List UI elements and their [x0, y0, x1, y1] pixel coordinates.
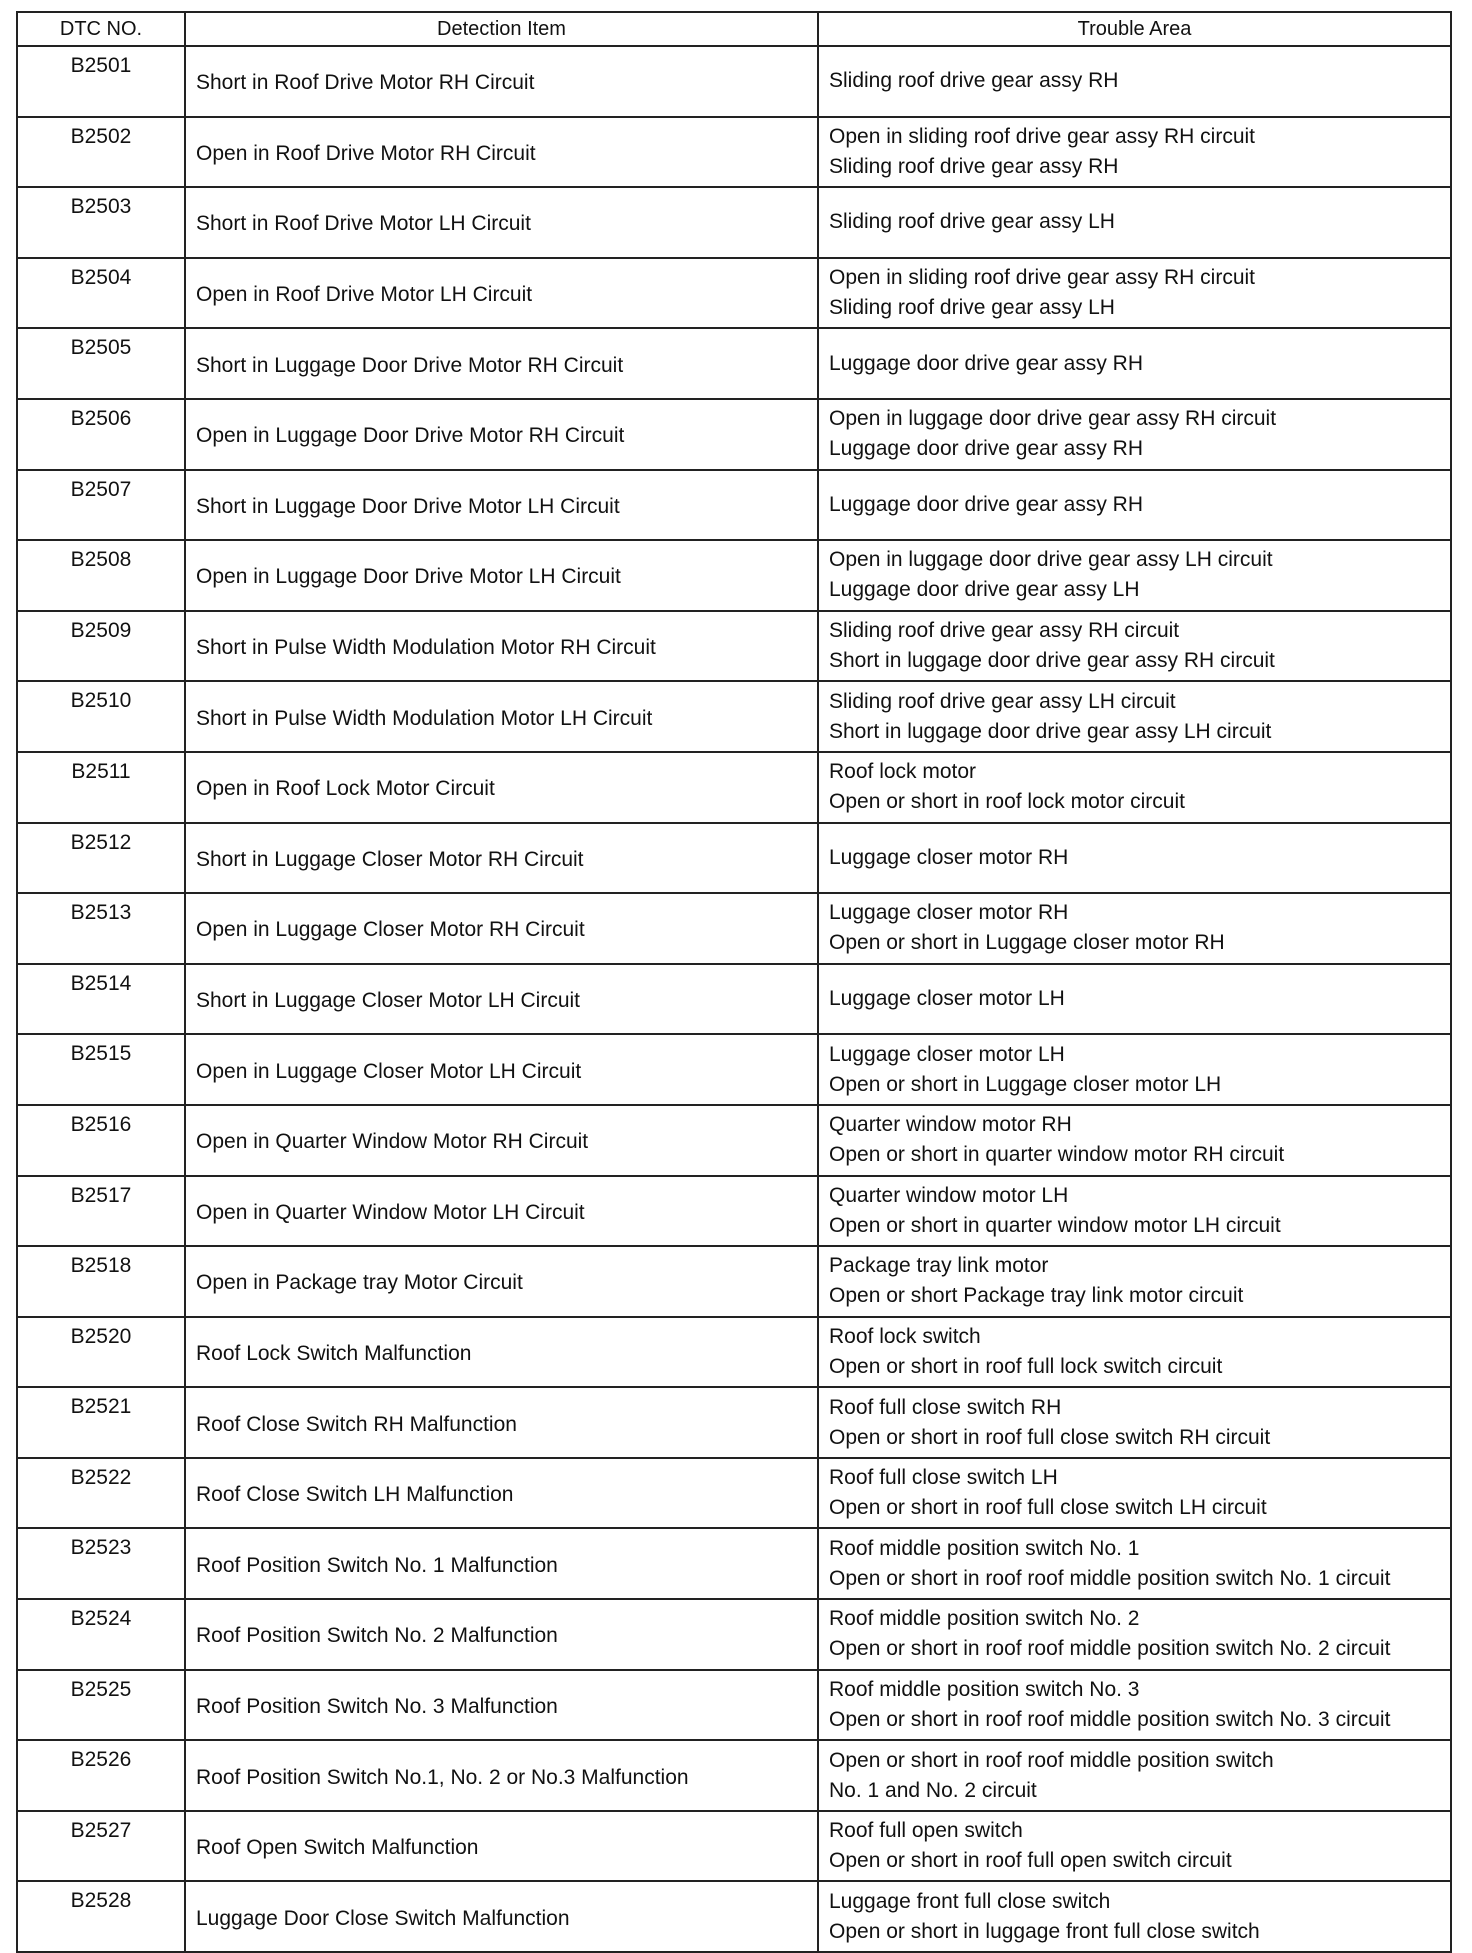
- table-row: [17, 1528, 1451, 1599]
- trouble-area-cell: [818, 187, 1451, 258]
- dtc-code-cell: B2525: [17, 1670, 185, 1741]
- detection-item-cell: Open in Luggage Closer Motor LH Circuit: [185, 1034, 818, 1105]
- dtc-code-cell: B2528: [17, 1881, 185, 1952]
- trouble-area-line: Roof middle position switch No. 2: [829, 1607, 1140, 1631]
- detection-item-cell: Short in Pulse Width Modulation Motor LH Circuit: [185, 681, 818, 752]
- detection-item-cell: Short in Roof Drive Motor LH Circuit: [185, 187, 818, 258]
- dtc-code-cell: B2510: [17, 681, 185, 752]
- trouble-area-line: Luggage door drive gear assy RH: [829, 492, 1144, 516]
- detection-item-cell: Open in Roof Drive Motor RH Circuit: [185, 117, 818, 188]
- table-row: [17, 46, 1451, 117]
- detection-item-cell: Roof Position Switch No.1, No. 2 or No.3 Malfunction: [185, 1740, 818, 1811]
- trouble-area-line: Sliding roof drive gear assy RH circuit: [829, 619, 1180, 643]
- trouble-area-cell: [818, 1105, 1451, 1176]
- trouble-area-line: Open or short in quarter window motor LH circuit: [829, 1213, 1281, 1237]
- trouble-area-cell: [818, 399, 1451, 470]
- trouble-area-cell: [818, 1599, 1451, 1670]
- trouble-area-cell: [818, 1387, 1451, 1458]
- trouble-area-cell: [818, 1881, 1451, 1952]
- trouble-area-line: Open or short in roof full close switch LH circuit: [829, 1496, 1267, 1520]
- trouble-area-line: Luggage closer motor RH: [829, 845, 1069, 869]
- trouble-area-line: Sliding roof drive gear assy LH circuit: [829, 689, 1176, 713]
- dtc-code-cell: B2501: [17, 46, 185, 117]
- trouble-area-line: Open or short in roof full open switch circuit: [829, 1849, 1232, 1873]
- table-row: [17, 1740, 1451, 1811]
- trouble-area-cell: [818, 1528, 1451, 1599]
- trouble-area-line: Open or short in roof roof middle position switch No. 1 circuit: [829, 1566, 1391, 1590]
- table-row: [17, 1176, 1451, 1247]
- dtc-code-cell: B2515: [17, 1034, 185, 1105]
- trouble-area-cell: [818, 46, 1451, 117]
- trouble-area-line: Open in sliding roof drive gear assy RH circuit: [829, 266, 1256, 290]
- trouble-area-cell: [818, 964, 1451, 1035]
- dtc-code-cell: B2513: [17, 893, 185, 964]
- trouble-area-line: Roof full close switch RH: [829, 1395, 1062, 1419]
- trouble-area-cell: [818, 611, 1451, 682]
- trouble-area-line: Sliding roof drive gear assy LH: [829, 210, 1115, 234]
- trouble-area-line: Open or short in luggage front full close switch: [829, 1919, 1260, 1943]
- trouble-area-line: Short in luggage door drive gear assy RH circuit: [829, 649, 1275, 673]
- detection-item-cell: Open in Roof Lock Motor Circuit: [185, 752, 818, 823]
- table-row: [17, 1811, 1451, 1882]
- table-row: [17, 117, 1451, 188]
- table-body: [17, 46, 1451, 1952]
- dtc-code-cell: B2504: [17, 258, 185, 329]
- trouble-area-line: Roof full close switch LH: [829, 1466, 1058, 1490]
- trouble-area-line: Open or short in quarter window motor RH circuit: [829, 1143, 1285, 1167]
- trouble-area-cell: [818, 1458, 1451, 1529]
- trouble-area-line: Open or short in Luggage closer motor LH: [829, 1072, 1222, 1096]
- dtc-code-cell: B2517: [17, 1176, 185, 1247]
- dtc-code-cell: B2524: [17, 1599, 185, 1670]
- table-header: [17, 12, 1451, 46]
- dtc-code-cell: B2506: [17, 399, 185, 470]
- dtc-code-cell: B2503: [17, 187, 185, 258]
- table-row: [17, 1246, 1451, 1317]
- trouble-area-cell: [818, 1317, 1451, 1388]
- detection-item-cell: Short in Luggage Closer Motor RH Circuit: [185, 823, 818, 894]
- table-row: [17, 328, 1451, 399]
- dtc-code-cell: B2521: [17, 1387, 185, 1458]
- dtc-code-cell: B2520: [17, 1317, 185, 1388]
- detection-item-cell: Open in Luggage Door Drive Motor RH Circuit: [185, 399, 818, 470]
- table-row: [17, 1387, 1451, 1458]
- trouble-area-line: Package tray link motor: [829, 1254, 1049, 1278]
- trouble-area-line: Luggage closer motor LH: [829, 987, 1065, 1011]
- trouble-area-line: Luggage closer motor RH: [829, 901, 1069, 925]
- detection-item-cell: Short in Luggage Closer Motor LH Circuit: [185, 964, 818, 1035]
- trouble-area-line: Sliding roof drive gear assy LH: [829, 296, 1115, 320]
- dtc-code-cell: B2512: [17, 823, 185, 894]
- trouble-area-line: Roof full open switch: [829, 1819, 1023, 1843]
- dtc-code-cell: B2518: [17, 1246, 185, 1317]
- trouble-area-line: Open or short in roof roof middle position switch No. 3 circuit: [829, 1707, 1391, 1731]
- trouble-area-line: Open in luggage door drive gear assy RH circuit: [829, 407, 1277, 431]
- detection-item-cell: Open in Luggage Closer Motor RH Circuit: [185, 893, 818, 964]
- dtc-code-cell: B2523: [17, 1528, 185, 1599]
- dtc-code-cell: B2508: [17, 540, 185, 611]
- trouble-area-line: Luggage door drive gear assy LH: [829, 578, 1140, 602]
- detection-item-cell: Roof Position Switch No. 1 Malfunction: [185, 1528, 818, 1599]
- detection-item-cell: Roof Position Switch No. 3 Malfunction: [185, 1670, 818, 1741]
- trouble-area-line: Roof lock switch: [829, 1324, 981, 1348]
- detection-item-cell: Luggage Door Close Switch Malfunction: [185, 1881, 818, 1952]
- dtc-code-cell: B2505: [17, 328, 185, 399]
- dtc-code-cell: B2502: [17, 117, 185, 188]
- detection-item-cell: Roof Lock Switch Malfunction: [185, 1317, 818, 1388]
- trouble-area-line: Quarter window motor LH: [829, 1183, 1069, 1207]
- trouble-area-cell: [818, 1811, 1451, 1882]
- header-trouble-area: Trouble Area: [818, 12, 1451, 46]
- dtc-code-cell: B2509: [17, 611, 185, 682]
- trouble-area-cell: [818, 681, 1451, 752]
- trouble-area-line: Sliding roof drive gear assy RH: [829, 154, 1119, 178]
- table-row: [17, 681, 1451, 752]
- trouble-area-line: Open or short in roof full lock switch circuit: [829, 1354, 1223, 1378]
- trouble-area-cell: [818, 1740, 1451, 1811]
- dtc-code-cell: B2527: [17, 1811, 185, 1882]
- trouble-area-line: Roof lock motor: [829, 760, 977, 784]
- dtc-table: [16, 11, 1452, 1953]
- table-row: [17, 1458, 1451, 1529]
- trouble-area-cell: [818, 823, 1451, 894]
- trouble-area-cell: [818, 117, 1451, 188]
- table-row: [17, 1105, 1451, 1176]
- detection-item-cell: Open in Package tray Motor Circuit: [185, 1246, 818, 1317]
- trouble-area-cell: [818, 752, 1451, 823]
- trouble-area-cell: [818, 470, 1451, 541]
- dtc-code-cell: B2514: [17, 964, 185, 1035]
- trouble-area-cell: [818, 1246, 1451, 1317]
- table-row: [17, 1034, 1451, 1105]
- table-row: [17, 1670, 1451, 1741]
- trouble-area-line: Roof middle position switch No. 3: [829, 1677, 1140, 1701]
- trouble-area-cell: [818, 893, 1451, 964]
- detection-item-cell: Open in Quarter Window Motor LH Circuit: [185, 1176, 818, 1247]
- trouble-area-line: Luggage closer motor LH: [829, 1042, 1065, 1066]
- trouble-area-line: Roof middle position switch No. 1: [829, 1536, 1140, 1560]
- detection-item-cell: Short in Pulse Width Modulation Motor RH Circuit: [185, 611, 818, 682]
- trouble-area-cell: [818, 1670, 1451, 1741]
- table-row: [17, 1317, 1451, 1388]
- header-dtc-no: DTC NO.: [17, 12, 185, 46]
- trouble-area-line: Luggage front full close switch: [829, 1889, 1111, 1913]
- trouble-area-cell: [818, 1176, 1451, 1247]
- detection-item-cell: Short in Luggage Door Drive Motor RH Circuit: [185, 328, 818, 399]
- trouble-area-cell: [818, 540, 1451, 611]
- table-row: [17, 470, 1451, 541]
- trouble-area-cell: [818, 258, 1451, 329]
- dtc-code-cell: B2526: [17, 1740, 185, 1811]
- trouble-area-line: Open or short Package tray link motor circuit: [829, 1284, 1244, 1308]
- dtc-code-cell: B2516: [17, 1105, 185, 1176]
- table-row: [17, 258, 1451, 329]
- table-row: [17, 399, 1451, 470]
- dtc-code-cell: B2507: [17, 470, 185, 541]
- trouble-area-cell: [818, 1034, 1451, 1105]
- table-row: [17, 893, 1451, 964]
- trouble-area-line: Open or short in Luggage closer motor RH: [829, 931, 1225, 955]
- trouble-area-line: No. 1 and No. 2 circuit: [829, 1778, 1037, 1802]
- dtc-code-cell: B2522: [17, 1458, 185, 1529]
- table-row: [17, 964, 1451, 1035]
- table-row: [17, 540, 1451, 611]
- trouble-area-line: Open or short in roof roof middle position switch No. 2 circuit: [829, 1637, 1391, 1661]
- detection-item-cell: Roof Open Switch Malfunction: [185, 1811, 818, 1882]
- detection-item-cell: Roof Close Switch LH Malfunction: [185, 1458, 818, 1529]
- detection-item-cell: Short in Luggage Door Drive Motor LH Circuit: [185, 470, 818, 541]
- detection-item-cell: Roof Position Switch No. 2 Malfunction: [185, 1599, 818, 1670]
- trouble-area-line: Quarter window motor RH: [829, 1113, 1072, 1137]
- trouble-area-line: Luggage door drive gear assy RH: [829, 351, 1144, 375]
- dtc-code-cell: B2511: [17, 752, 185, 823]
- trouble-area-line: Open in sliding roof drive gear assy RH circuit: [829, 124, 1256, 148]
- trouble-area-line: Sliding roof drive gear assy RH: [829, 69, 1119, 93]
- detection-item-cell: Open in Quarter Window Motor RH Circuit: [185, 1105, 818, 1176]
- trouble-area-line: Open or short in roof roof middle position switch: [829, 1748, 1274, 1772]
- trouble-area-line: Luggage door drive gear assy RH: [829, 437, 1144, 461]
- detection-item-cell: Short in Roof Drive Motor RH Circuit: [185, 46, 818, 117]
- detection-item-cell: Open in Luggage Door Drive Motor LH Circuit: [185, 540, 818, 611]
- trouble-area-cell: [818, 328, 1451, 399]
- trouble-area-line: Open or short in roof full close switch RH circuit: [829, 1425, 1271, 1449]
- table-row: [17, 1881, 1451, 1952]
- header-row: [17, 12, 1451, 46]
- table-row: [17, 823, 1451, 894]
- table-row: [17, 752, 1451, 823]
- header-detection-item: Detection Item: [185, 12, 818, 46]
- table-row: [17, 611, 1451, 682]
- trouble-area-line: Open or short in roof lock motor circuit: [829, 790, 1185, 814]
- table-row: [17, 1599, 1451, 1670]
- trouble-area-line: Short in luggage door drive gear assy LH circuit: [829, 719, 1272, 743]
- detection-item-cell: Roof Close Switch RH Malfunction: [185, 1387, 818, 1458]
- detection-item-cell: Open in Roof Drive Motor LH Circuit: [185, 258, 818, 329]
- trouble-area-line: Open in luggage door drive gear assy LH circuit: [829, 548, 1273, 572]
- table-row: [17, 187, 1451, 258]
